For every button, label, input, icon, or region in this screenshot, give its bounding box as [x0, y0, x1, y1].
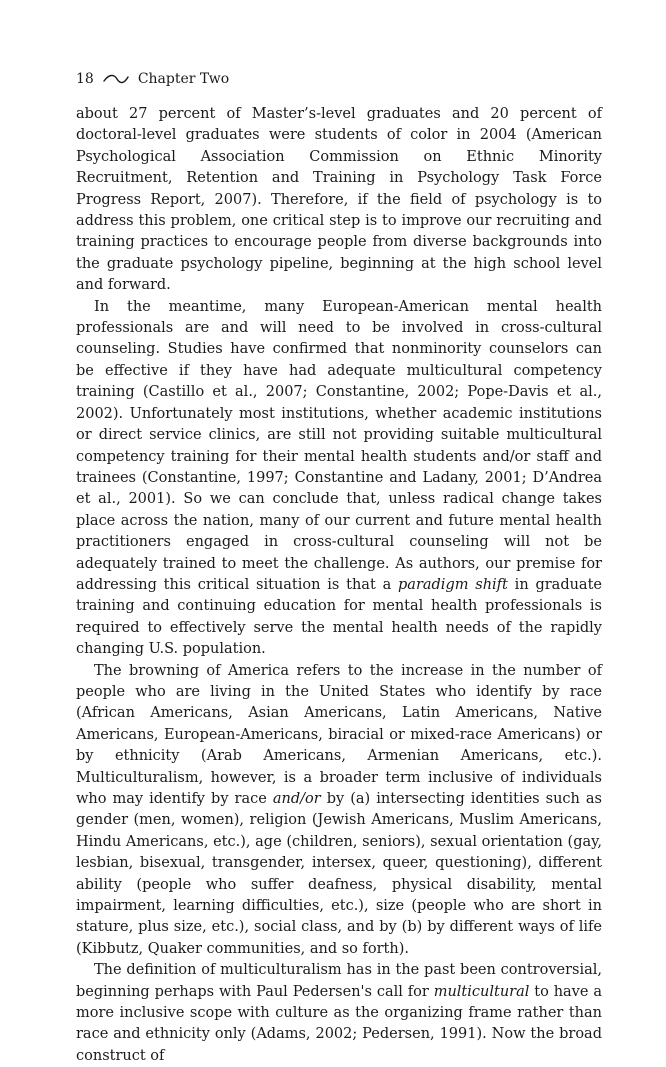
paragraph [76, 960, 602, 1067]
italic-text: paradigm shift [398, 576, 508, 593]
paragraph [76, 297, 602, 661]
italic-text: and/or [272, 791, 321, 807]
text-run: about 27 percent of Master’s-level graduates and 20 percent of doctoral-level graduates were students of color in 2004 (American Psychological Association Commission on Ethnic Minority Recruitment, Retention and Training in Psychology Task Force Progress Report, 2007). Therefore, if the field of psychology is to address this problem, one critical step is to improve our recruiting and training practices to encourage people from diverse backgrounds into the graduate psychology pipeline, beginning at the high school level and forward. [76, 106, 602, 294]
body-text [76, 104, 602, 1067]
text-run: in graduate training and continuing education for mental health professionals is required to effectively serve the mental health needs of the rapidly changing U.S. population. [76, 576, 602, 658]
text-run: In the meantime, many European-American mental health professionals are and will need to be involved in cross-cultural counseling. Studies have confirmed that nonminority counselors can be effective if they have had adequate multicultural competency training (Castillo et al., 2007; Constantine, 2002; Pope-Davis et al., 2002). Unfortunately most institutions, whether academic institutions or direct service clinics, are still not providing suitable multicultural competency training for their mental health students and/or staff and trainees (Constantine, 1997; Constantine and Ladany, 2001; D’Andrea et al., 2001). So we can conclude that, unless radical change takes place across the nation, many of our current and future mental health practitioners engaged in cross-cultural counseling will not be adequately trained to meet the challenge. As authors, our premise for addressing this critical situation is that a [76, 298, 602, 593]
italic-text: multicultural [433, 983, 530, 1000]
paragraph [76, 104, 602, 297]
running-head [76, 70, 229, 88]
page-number: 18 [76, 71, 94, 87]
text-run: The definition of multiculturalism has in the past been controversial, beginning perhaps with Paul Pedersen's call for [76, 962, 602, 1000]
chapter-title: Chapter Two [137, 71, 230, 87]
tilde-swash-icon [102, 73, 130, 85]
paragraph [76, 661, 602, 961]
text-run: by (a) intersecting identities such as gender (men, women), religion (Jewish Americans, Muslim Americans, Hindu Americans, etc.), age (children, seniors), sexual orientation (gay, lesbian, bisexual, transgender, intersex, queer, questioning), different ability (people who suffer deafness, physical disability, mental impairment, learning difficulties, etc.), size (people who are short in stature, plus size, etc.), social class, and by (b) by different ways of life (Kibbutz, Quaker communities, and so forth). [76, 791, 602, 957]
text-run: to have a more inclusive scope with culture as the organizing frame rather than race and ethnicity only (Adams, 2002; Pedersen, 1991). Now the broad construct of [76, 983, 602, 1064]
text-run: The browning of America refers to the increase in the number of people who are living in the United States who identify by race (African Americans, Asian Americans, Latin Americans, Native Americans, European-Americans, biracial or mixed-race Americans) or by ethnicity (Arab Americans, Armenian Americans, etc.). Multiculturalism, however, is a broader term inclusive of individuals who may identify by race [76, 662, 602, 807]
